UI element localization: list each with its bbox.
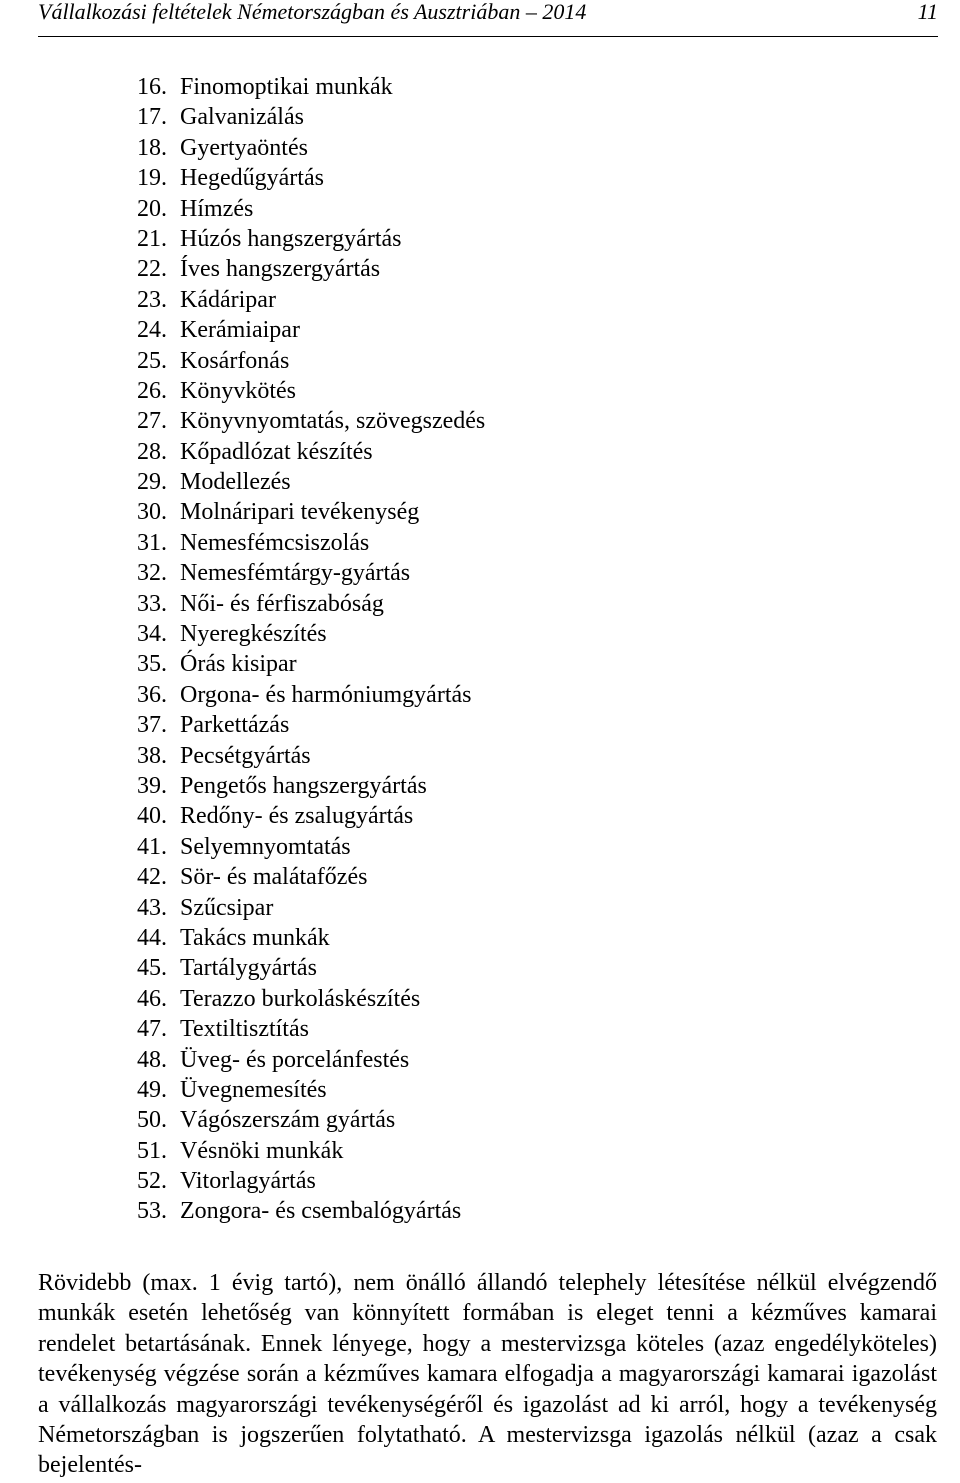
list-item-text: Kőpadlózat készítés — [180, 438, 373, 465]
list-item — [115, 893, 485, 923]
list-item-text: Vésnöki munkák — [180, 1137, 344, 1164]
list-item — [115, 194, 485, 224]
list-item — [115, 133, 485, 163]
list-item-text: Könyvkötés — [180, 377, 296, 404]
list-item-number: 43. — [137, 894, 167, 921]
list-item-number: 38. — [137, 742, 167, 769]
list-item-number: 22. — [137, 256, 167, 283]
list-item — [115, 467, 485, 497]
body-paragraph: Rövidebb (max. 1 évig tartó), nem önálló állandó telephely létesítése nélkül elvégzendő munkák esetén lehetőség van könnyített formában is eleget tenni a kézműves kamarai rendelet betartásának. Ennek lényege, hogy a mestervizsga köteles (azaz engedélyköteles) tevékenység végzése során a kézműves kamara elfogadja a magyarországi kamarai igazolást a vállalkozás magyarországi tevékenységéről és igazolást ad ki arról, hogy a tevékenység Németországban is jogszerűen folytatható. A mestervizsga igazolás nélkül (azaz a csak bejelentés- — [38, 1270, 937, 1479]
list-item — [115, 649, 485, 679]
list-item-number: 51. — [137, 1137, 167, 1164]
list-item — [115, 1105, 485, 1135]
list-item-text: Vágószerszám gyártás — [180, 1107, 396, 1134]
list-item-text: Takács munkák — [180, 924, 330, 951]
list-item-number: 33. — [137, 590, 167, 617]
page-number: 11 — [917, 0, 938, 24]
list-item-number: 28. — [137, 438, 167, 465]
list-item-number: 36. — [137, 681, 167, 708]
list-item-number: 37. — [137, 712, 167, 739]
list-item-number: 31. — [137, 529, 167, 556]
list-item — [115, 72, 485, 102]
numbered-list — [115, 72, 485, 1227]
list-item-number: 32. — [137, 560, 167, 587]
list-item-text: Redőny- és zsalugyártás — [180, 803, 414, 830]
list-item-text: Galvanizálás — [180, 104, 304, 131]
list-item — [115, 801, 485, 831]
list-item-text: Szűcsipar — [180, 894, 274, 921]
list-item-text: Sör- és malátafőzés — [180, 864, 368, 891]
list-item — [115, 741, 485, 771]
list-item — [115, 285, 485, 315]
list-item — [115, 346, 485, 376]
list-item-number: 19. — [137, 165, 167, 192]
list-item — [115, 1196, 485, 1226]
list-item — [115, 315, 485, 345]
list-item — [115, 923, 485, 953]
list-item — [115, 1075, 485, 1105]
list-item — [115, 1136, 485, 1166]
list-item-number: 27. — [137, 408, 167, 435]
list-item-number: 30. — [137, 499, 167, 526]
list-item-number: 26. — [137, 377, 167, 404]
list-item-number: 23. — [137, 286, 167, 313]
header-title: Vállalkozási feltételek Németországban és Ausztriában – 2014 — [38, 0, 587, 24]
list-item-text: Üvegnemesítés — [180, 1076, 327, 1103]
list-item-number: 29. — [137, 469, 167, 496]
list-item-text: Kosárfonás — [180, 347, 290, 374]
list-item-text: Textiltisztítás — [180, 1016, 309, 1043]
list-item-number: 34. — [137, 621, 167, 648]
list-item-number: 39. — [137, 772, 167, 799]
list-item — [115, 832, 485, 862]
list-item — [115, 862, 485, 892]
list-item-text: Molnáripari tevékenység — [180, 499, 420, 526]
list-item-number: 52. — [137, 1168, 167, 1195]
list-item — [115, 953, 485, 983]
list-item-text: Nemesfémcsiszolás — [180, 529, 370, 556]
list-item-text: Selyemnyomtatás — [180, 833, 351, 860]
list-item-number: 53. — [137, 1198, 167, 1225]
list-item-number: 44. — [137, 924, 167, 951]
list-item-text: Húzós hangszergyártás — [180, 225, 402, 252]
list-item-text: Finomoptikai munkák — [180, 74, 393, 100]
list-item — [115, 163, 485, 193]
list-item-number: 17. — [137, 104, 167, 131]
list-item-text: Modellezés — [180, 469, 291, 496]
list-item-text: Üveg- és porcelánfestés — [180, 1046, 410, 1073]
list-item-text: Hímzés — [180, 195, 254, 222]
list-item — [115, 497, 485, 527]
list-item-number: 48. — [137, 1046, 167, 1073]
list-item-text: Pecsétgyártás — [180, 742, 311, 769]
list-item-text: Gyertyaöntés — [180, 134, 308, 161]
list-item-number: 21. — [137, 225, 167, 252]
list-item-text: Kerámiaipar — [180, 317, 300, 344]
list-item — [115, 680, 485, 710]
list-item-number: 24. — [137, 317, 167, 344]
list-item-number: 49. — [137, 1076, 167, 1103]
list-item — [115, 1014, 485, 1044]
list-item-number: 45. — [137, 955, 167, 982]
list-item — [115, 102, 485, 132]
list-item-text: Órás kisipar — [180, 651, 297, 678]
list-item-text: Nyeregkészítés — [180, 621, 327, 648]
list-item-text: Terazzo burkoláskészítés — [180, 985, 421, 1012]
list-item-text: Könyvnyomtatás, szövegszedés — [180, 408, 486, 435]
list-item-text: Parkettázás — [180, 712, 290, 739]
list-item-number: 46. — [137, 985, 167, 1012]
list-item-text: Kádáripar — [180, 286, 276, 313]
list-item-number: 16. — [137, 74, 167, 100]
list-item — [115, 619, 485, 649]
list-item — [115, 254, 485, 284]
list-item-number: 40. — [137, 803, 167, 830]
list-item — [115, 376, 485, 406]
list-item — [115, 437, 485, 467]
list-item-text: Zongora- és csembalógyártás — [180, 1198, 462, 1225]
list-item-number: 20. — [137, 195, 167, 222]
list-item — [115, 710, 485, 740]
list-item — [115, 589, 485, 619]
list-item-number: 25. — [137, 347, 167, 374]
list-item — [115, 1166, 485, 1196]
list-item — [115, 984, 485, 1014]
running-header — [38, 0, 938, 37]
list-item-number: 35. — [137, 651, 167, 678]
list-item-number: 42. — [137, 864, 167, 891]
list-item-number: 18. — [137, 134, 167, 161]
list-item — [115, 558, 485, 588]
list-item — [115, 771, 485, 801]
list-item-text: Nemesfémtárgy-gyártás — [180, 560, 411, 587]
list-item-number: 41. — [137, 833, 167, 860]
list-item-text: Hegedűgyártás — [180, 165, 324, 192]
list-item — [115, 1045, 485, 1075]
list-item-number: 50. — [137, 1107, 167, 1134]
list-item — [115, 224, 485, 254]
list-item-text: Vitorlagyártás — [180, 1168, 316, 1195]
list-item-text: Pengetős hangszergyártás — [180, 772, 427, 799]
list-item-text: Orgona- és harmóniumgyártás — [180, 681, 472, 708]
list-item-number: 47. — [137, 1016, 167, 1043]
list-item-text: Női- és férfiszabóság — [180, 590, 384, 617]
list-item — [115, 406, 485, 436]
list-item — [115, 528, 485, 558]
list-item-text: Íves hangszergyártás — [180, 256, 381, 283]
list-item-text: Tartálygyártás — [180, 955, 317, 982]
